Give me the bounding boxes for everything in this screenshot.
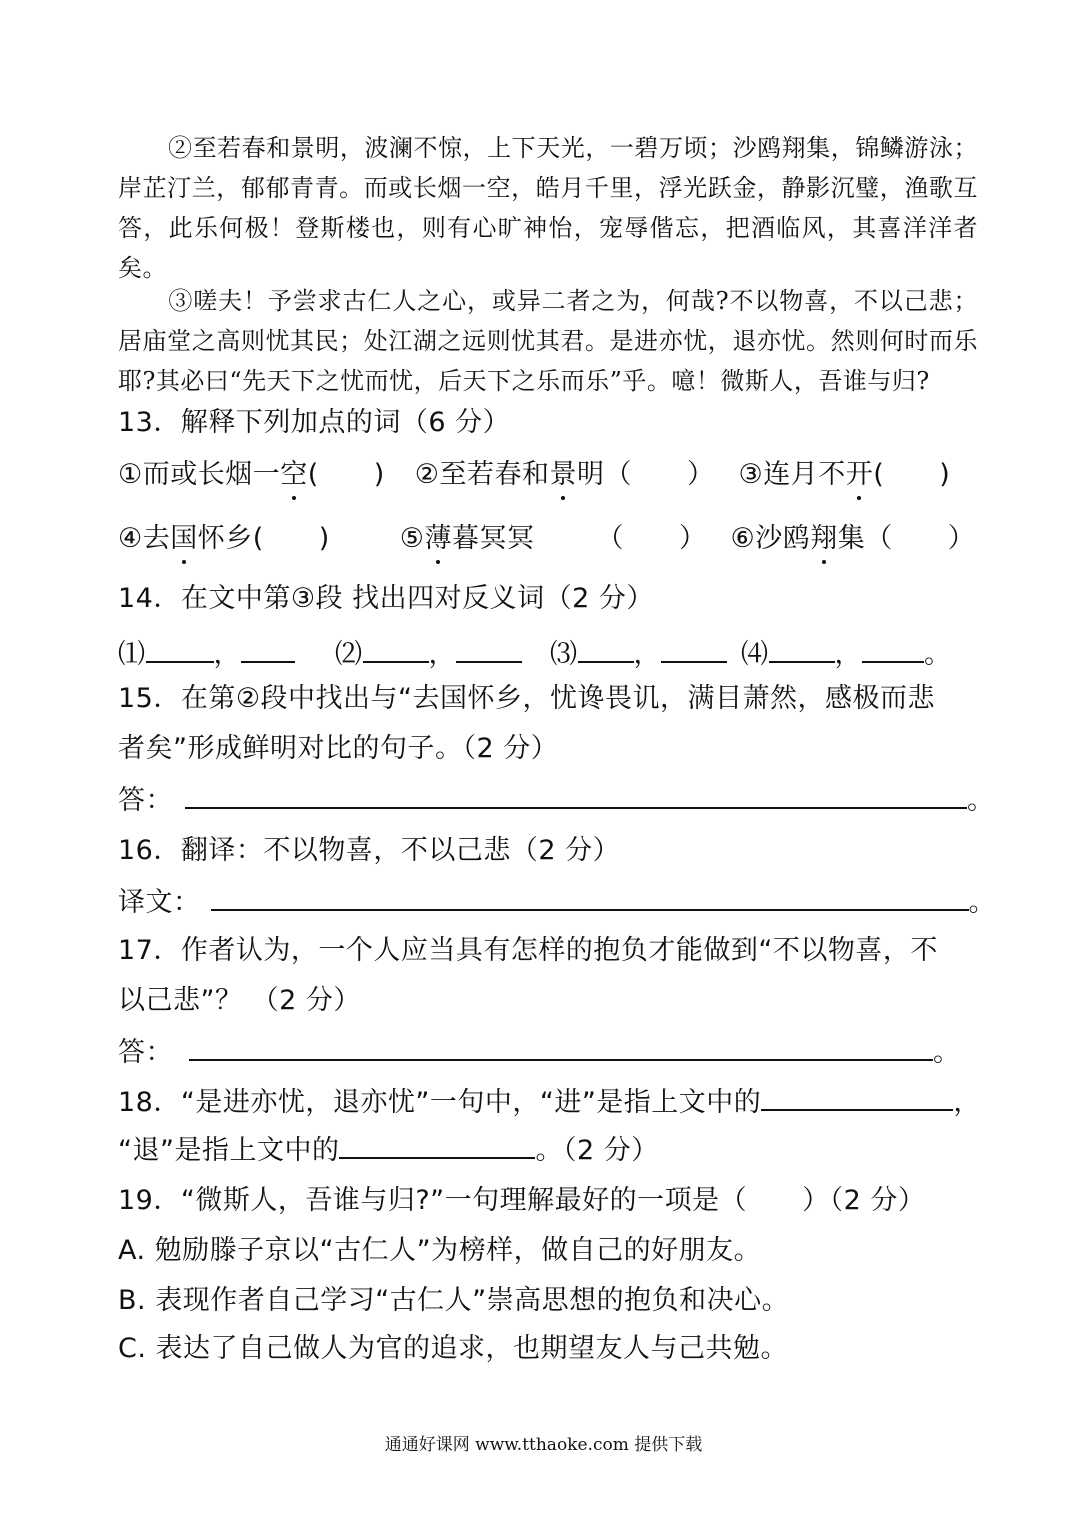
q13-item-4-dotted: 国	[170, 516, 198, 555]
q13-item-2-pre: ②至若春和	[414, 459, 550, 490]
q17-line-2: 以己悲”？ （2 分）	[118, 985, 361, 1016]
q16-end-mark: 。	[968, 887, 996, 918]
q14-pair-4-blank-b[interactable]	[862, 635, 924, 663]
q14-pair-2-blank-b[interactable]	[456, 635, 522, 663]
q13-item-3	[739, 459, 951, 490]
q13-item-6	[731, 523, 976, 554]
q18-line-1-end: ，	[953, 1087, 981, 1118]
q13-item-2-blank: 明（ ）	[577, 459, 715, 490]
q19-option-b[interactable]: B. 表现作者自己学习“古仁人”崇高思想的抱负和决心。	[118, 1285, 790, 1316]
q19-option-a[interactable]: A. 勉励滕子京以“古仁人”为榜样，做自己的好朋友。	[118, 1235, 762, 1266]
q15-answer-blank[interactable]	[185, 781, 967, 809]
q13-item-1-dotted: 空	[280, 452, 308, 491]
passage-paragraph-2	[118, 128, 978, 288]
q13-item-5	[400, 523, 707, 554]
q13-item-5-text: 暮冥冥	[452, 523, 535, 554]
q19-title: 19．“微斯人，吾谁与归?”一句理解最好的一项是（ ）（2 分）	[118, 1185, 926, 1216]
q15-line-1: 15．在第②段中找出与“去国怀乡，忧谗畏讥，满目萧然，感极而悲	[118, 683, 936, 714]
passage-paragraph-2-text: ②至若春和景明，波澜不惊，上下天光，一碧万顷；沙鸥翔集，锦鳞游泳；岸芷汀兰，郁郁青青。而或长烟一空，皓月千里，浮光跃金，静影沉璧，渔歌互答，此乐何极！登斯楼也，则有心旷神怡，宠辱偕忘，把酒临风，其喜洋洋者矣。	[118, 134, 978, 282]
q14-pair-1-number: ⑴	[118, 639, 146, 670]
q18-line-1-text: 18．“是进亦忧，退亦忧”一句中，“进”是指上文中的	[118, 1087, 762, 1118]
passage-paragraph-3	[118, 281, 978, 401]
q14-pair-3-blank-a[interactable]	[578, 635, 634, 663]
q14-pair-1-blank-b[interactable]	[241, 635, 295, 663]
q14-pair-3-blank-b[interactable]	[661, 635, 727, 663]
q13-item-6-dotted: 翔	[810, 516, 838, 555]
q14-answer-row	[118, 632, 952, 671]
q13-item-3-pre: ③连月不	[738, 459, 846, 490]
q13-item-1-pre: ①而或长烟一	[118, 459, 281, 490]
q14-pair-4-comma: ，	[834, 639, 862, 670]
q17-answer-label: 答：	[118, 1037, 173, 1068]
q14-pair-4-number: ⑷	[741, 639, 769, 670]
q16-answer-blank[interactable]	[211, 883, 969, 911]
q14-pair-2-comma: ，	[428, 639, 456, 670]
q15-answer-label: 答：	[118, 785, 173, 816]
q13-row-2	[118, 516, 975, 555]
q16-answer-row	[118, 880, 996, 919]
q13-item-6-blank: 集（ ）	[837, 523, 976, 554]
q13-item-3-blank: ( )	[873, 459, 951, 490]
q15-answer-row	[118, 778, 995, 817]
q17-end-mark: 。	[933, 1037, 961, 1068]
q13-item-4-blank: 怀乡( )	[197, 523, 330, 554]
q15-line-2: 者矣”形成鲜明对比的句子。（2 分）	[118, 733, 559, 764]
q14-end-mark: 。	[924, 639, 952, 670]
q13-item-5-pre: ⑤	[399, 523, 425, 554]
q18-blank-tui[interactable]	[339, 1131, 535, 1159]
q14-pair-1-comma: ，	[213, 639, 241, 670]
q18-line-2	[118, 1128, 659, 1167]
q15-end-mark: 。	[967, 785, 995, 816]
q17-answer-blank[interactable]	[189, 1033, 933, 1061]
q13-item-3-dotted: 开	[846, 452, 874, 491]
q18-line-1	[118, 1080, 981, 1119]
q14-pair-2-blank-a[interactable]	[363, 635, 429, 663]
q13-item-5-dotted: 薄	[425, 516, 453, 555]
q17-answer-row	[118, 1030, 961, 1069]
q19-option-c[interactable]: C. 表达了自己做人为官的追求，也期望友人与己共勉。	[118, 1333, 789, 1364]
q18-line-2-text: “退”是指上文中的	[118, 1135, 340, 1166]
q13-title: 13．解释下列加点的词（6 分）	[118, 407, 511, 438]
q13-item-4-pre: ④去	[118, 523, 171, 554]
q13-item-6-pre: ⑥沙鸥	[730, 523, 811, 554]
q13-item-2	[415, 459, 715, 490]
q13-item-4	[118, 523, 330, 554]
q14-pair-3-number: ⑶	[550, 639, 578, 670]
q13-item-1	[118, 459, 385, 490]
q16-answer-label: 译文：	[118, 887, 201, 918]
q13-item-5-blank: （ ）	[596, 523, 707, 554]
q14-pair-3-comma: ，	[633, 639, 661, 670]
page-footer: 通通好课网 www.tthaoke.com 提供下载	[384, 1435, 703, 1455]
q14-pair-2-number: ⑵	[335, 639, 363, 670]
passage-paragraph-3-text: ③嗟夫！予尝求古仁人之心，或异二者之为，何哉?不以物喜，不以己悲；居庙堂之高则忧其民；处江湖之远则忧其君。是进亦忧，退亦忧。然则何时而乐耶?其必曰“先天下之忧而忧，后天下之乐而乐”乎。噫！微斯人，吾谁与归?	[118, 287, 978, 395]
q16-title: 16．翻译：不以物喜，不以己悲（2 分）	[118, 835, 621, 866]
q13-item-1-blank: ( )	[307, 459, 385, 490]
q18-line-2-end: 。（2 分）	[535, 1135, 659, 1166]
q18-blank-jin[interactable]	[761, 1083, 953, 1111]
q14-pair-1-blank-a[interactable]	[146, 635, 214, 663]
q17-line-1: 17．作者认为，一个人应当具有怎样的抱负才能做到“不以物喜，不	[118, 935, 938, 966]
q13-row-1	[118, 452, 950, 491]
q14-title: 14．在文中第③段 找出四对反义词（2 分）	[118, 583, 654, 614]
q13-item-2-dotted: 景	[550, 452, 578, 491]
q14-pair-4-blank-a[interactable]	[769, 635, 835, 663]
